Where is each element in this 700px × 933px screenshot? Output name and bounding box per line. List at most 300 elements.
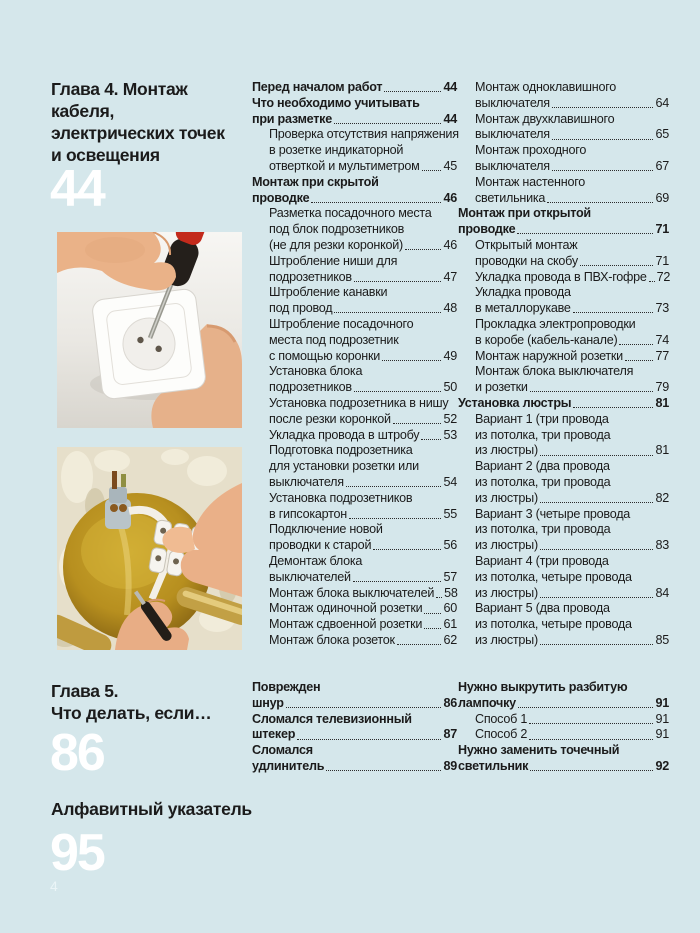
dot-leader: [346, 486, 442, 487]
toc-entry-line: [252, 507, 457, 523]
toc-entry: [458, 396, 669, 412]
toc-entry-line: [458, 254, 669, 270]
toc-entry-line: [458, 206, 669, 222]
page-folio: 4: [50, 878, 58, 894]
toc-entry-page-number: 45: [443, 158, 457, 173]
toc-entry-text: в розетке индикаторной: [269, 143, 404, 158]
toc-entry-text: Сломался: [252, 743, 313, 758]
toc-entry-line: [252, 680, 457, 696]
toc-entry-page-number: 71: [655, 222, 669, 237]
toc-entry-line: [458, 96, 669, 112]
toc-entry-text: подрозетников: [269, 269, 352, 284]
toc-entry-text: Штробление посадочного: [269, 316, 414, 331]
toc-entry-line: [252, 396, 457, 412]
dot-leader: [540, 455, 654, 456]
toc-entry-text: в гипсокартон: [269, 506, 347, 521]
toc-entry-page-number: 81: [655, 443, 669, 458]
toc-entry-line: [252, 380, 457, 396]
toc-entry-text: Открытый монтаж: [475, 237, 578, 252]
toc-entry-text: проводки к старой: [269, 538, 372, 553]
toc-entry-page-number: 81: [655, 395, 669, 410]
dot-leader: [405, 249, 442, 250]
toc-entry: [458, 727, 669, 743]
chapter-5-title: [51, 680, 251, 724]
toc-entry-text: Вариант 4 (три провода: [475, 553, 609, 568]
dot-leader: [518, 707, 654, 708]
toc-entry-text: выключателей: [269, 569, 351, 584]
toc-entry-text: Перед началом работ: [252, 80, 383, 94]
toc-entry-text: Что необходимо учитывать: [252, 95, 420, 110]
toc-entry-page-number: 55: [443, 506, 457, 521]
toc-entry-line: [252, 601, 457, 617]
toc-entry-page-number: 83: [655, 538, 669, 553]
dot-leader: [552, 170, 654, 171]
toc-entry-line: [252, 727, 457, 743]
dot-leader: [373, 549, 441, 550]
dot-leader: [393, 423, 442, 424]
toc-entry-text: Способ 2: [475, 727, 528, 742]
toc-entry-line: [458, 349, 669, 365]
toc-entry: [252, 601, 457, 617]
toc-entry-line: [458, 617, 669, 633]
toc-entry: [252, 491, 457, 523]
chandelier-wiring-illustration: [57, 447, 242, 650]
index-page-number: 95: [50, 824, 104, 882]
toc-entry-page-number: 91: [655, 695, 669, 710]
toc-entry: [252, 522, 457, 554]
toc-entry-text: из потолка, четыре провода: [475, 569, 632, 584]
toc-entry-line: [252, 364, 457, 380]
toc-entry: [458, 680, 669, 712]
toc-entry-line: [458, 80, 669, 96]
toc-entry-page-number: 92: [655, 758, 669, 773]
toc-entry-page-number: 65: [655, 127, 669, 142]
toc-column-middle-bottom: [252, 680, 457, 775]
chapter-4-title-line: и освещения: [51, 145, 160, 165]
toc-entry-line: [458, 396, 669, 412]
toc-entry-page-number: 44: [443, 80, 457, 94]
toc-entry-page-number: 87: [443, 727, 457, 742]
toc-entry-line: [252, 491, 457, 507]
toc-entry-text: Монтаж проходного: [475, 143, 587, 158]
toc-entry-text: (не для резки коронкой): [269, 237, 403, 252]
toc-entry-text: Проверка отсутствия напряжения: [269, 127, 459, 142]
chandelier-wiring-photo: [57, 447, 242, 650]
toc-entry-text: подрозетников: [269, 380, 352, 395]
dot-leader: [382, 360, 441, 361]
toc-column-middle-top: [252, 80, 457, 649]
toc-entry-text: штекер: [252, 727, 296, 742]
toc-entry: [458, 601, 669, 648]
toc-entry: [252, 586, 457, 602]
dot-leader: [436, 597, 442, 598]
toc-entry-line: [458, 159, 669, 175]
toc-entry-page-number: 85: [655, 632, 669, 647]
toc-entry: [458, 712, 669, 728]
toc-entry-text: под провод: [269, 301, 333, 316]
toc-entry-text: проводке: [458, 222, 516, 237]
toc-entry-text: Штробление ниши для: [269, 253, 398, 268]
toc-entry-line: [252, 96, 457, 112]
toc-entry-text: при разметке: [252, 111, 332, 126]
dot-leader: [421, 439, 441, 440]
toc-entry-line: [252, 175, 457, 191]
dot-leader: [397, 644, 442, 645]
toc-entry-page-number: 52: [443, 411, 457, 426]
toc-entry-text: Монтаж сдвоенной розетки: [269, 617, 423, 632]
toc-entry-line: [458, 380, 669, 396]
toc-entry: [252, 96, 457, 128]
dot-leader: [625, 360, 654, 361]
toc-entry-line: [252, 443, 457, 459]
toc-entry: [252, 364, 457, 396]
toc-entry-text: из потолка, три провода: [475, 474, 611, 489]
toc-entry-line: [252, 270, 457, 286]
toc-entry-text: Монтаж блока выключателей: [269, 585, 435, 600]
toc-entry-line: [458, 586, 669, 602]
toc-entry-page-number: 89: [443, 758, 457, 773]
toc-entry-line: [458, 522, 669, 538]
toc-entry-line: [252, 538, 457, 554]
toc-entry-line: [458, 127, 669, 143]
toc-entry-text: Монтаж одноклавишного: [475, 80, 617, 94]
toc-entry-line: [252, 522, 457, 538]
toc-entry-line: [458, 143, 669, 159]
toc-entry-line: [458, 491, 669, 507]
toc-entry: [252, 80, 457, 96]
dot-leader: [530, 391, 654, 392]
toc-entry-line: [252, 712, 457, 728]
toc-entry-text: Сломался телевизионный: [252, 711, 412, 726]
toc-entry-line: [252, 143, 457, 159]
toc-entry-line: [252, 80, 457, 96]
toc-entry-page-number: 91: [655, 727, 669, 742]
chapter-5-title-line: Что делать, если…: [51, 703, 212, 723]
toc-entry-page-number: 62: [443, 632, 457, 647]
toc-entry-line: [252, 412, 457, 428]
toc-entry: [252, 554, 457, 586]
toc-entry-line: [458, 727, 669, 743]
chapter-4-title-line: электрических точек: [51, 123, 225, 143]
toc-entry-page-number: 44: [443, 111, 457, 126]
toc-entry-line: [458, 633, 669, 649]
toc-entry: [458, 285, 669, 317]
toc-entry-text: шнур: [252, 695, 284, 710]
toc-entry-text: из потолка, три провода: [475, 522, 611, 537]
toc-entry-text: Укладка провода: [475, 285, 571, 300]
toc-entry-line: [252, 317, 457, 333]
toc-entry-line: [458, 743, 669, 759]
toc-entry-line: [252, 633, 457, 649]
toc-entry-page-number: 48: [443, 301, 457, 316]
toc-entry-line: [252, 696, 457, 712]
toc-column-right-top: [458, 80, 669, 649]
dot-leader: [297, 739, 441, 740]
toc-entry-line: [458, 317, 669, 333]
chapter-4-title-line: Глава 4. Монтаж кабеля,: [51, 79, 188, 121]
toc-entry-page-number: 46: [443, 190, 457, 205]
toc-entry-text: из люстры): [475, 585, 538, 600]
toc-entry-text: Вариант 3 (четыре провода: [475, 506, 631, 521]
toc-entry-text: Прокладка электропроводки: [475, 316, 636, 331]
dot-leader: [547, 202, 653, 203]
toc-entry-text: из потолка, три провода: [475, 427, 611, 442]
dot-leader: [540, 502, 654, 503]
toc-entry-line: [458, 412, 669, 428]
toc-entry-page-number: 74: [655, 332, 669, 347]
toc-entry-line: [252, 759, 457, 775]
dot-leader: [573, 407, 653, 408]
toc-entry-text: светильника: [475, 190, 546, 205]
toc-entry-page-number: 60: [443, 601, 457, 616]
dot-leader: [529, 723, 653, 724]
toc-entry-text: проводке: [252, 190, 310, 205]
toc-entry-page-number: 67: [655, 158, 669, 173]
toc-entry-text: для установки розетки или: [269, 459, 419, 474]
dot-leader: [326, 770, 441, 771]
toc-entry: [458, 554, 669, 601]
chapter-4-page-number: 44: [50, 160, 104, 218]
dot-leader: [286, 707, 442, 708]
toc-entry-line: [252, 301, 457, 317]
toc-entry-text: с помощью коронки: [269, 348, 381, 363]
toc-entry-page-number: 57: [443, 569, 457, 584]
toc-entry-page-number: 64: [655, 95, 669, 110]
toc-entry-text: из люстры): [475, 632, 538, 647]
toc-entry-text: удлинитель: [252, 758, 325, 773]
toc-entry-line: [458, 222, 669, 238]
toc-entry: [252, 254, 457, 286]
toc-entry-line: [458, 680, 669, 696]
toc-entry-line: [252, 459, 457, 475]
toc-entry-page-number: 79: [655, 380, 669, 395]
toc-entry-line: [252, 617, 457, 633]
toc-entry: [252, 317, 457, 364]
toc-entry-line: [458, 759, 669, 775]
toc-entry: [252, 428, 457, 444]
toc-entry-text: Вариант 2 (два провода: [475, 459, 610, 474]
toc-entry-line: [252, 159, 457, 175]
toc-entry-page-number: 54: [443, 474, 457, 489]
dot-leader: [540, 597, 654, 598]
toc-entry: [458, 743, 669, 775]
toc-entry-text: Установка подрозетников: [269, 490, 413, 505]
toc-entry-text: выключателя: [475, 95, 550, 110]
dot-leader: [540, 549, 654, 550]
toc-entry-text: Нужно заменить точечный: [458, 743, 620, 758]
alphabetical-index-title: Алфавитный указатель: [51, 799, 252, 819]
toc-entry-text: из люстры): [475, 538, 538, 553]
toc-entry-text: Вариант 5 (два провода: [475, 601, 610, 616]
toc-entry-text: Штробление канавки: [269, 285, 388, 300]
toc-entry: [458, 459, 669, 506]
toc-entry-line: [252, 206, 457, 222]
toc-entry-line: [458, 238, 669, 254]
toc-entry-page-number: 46: [443, 237, 457, 252]
toc-entry-text: Установка подрозетника в нишу: [269, 395, 449, 410]
toc-entry-line: [458, 270, 669, 286]
dot-leader: [619, 344, 653, 345]
toc-entry-text: Подготовка подрозетника: [269, 443, 413, 458]
toc-entry-text: Поврежден: [252, 680, 321, 694]
toc-entry-line: [458, 364, 669, 380]
toc-entry: [252, 680, 457, 712]
chapter-5-title-line: Глава 5.: [51, 681, 119, 701]
toc-entry-page-number: 91: [655, 711, 669, 726]
toc-entry-text: в коробе (кабель-канале): [475, 332, 618, 347]
toc-entry-text: Вариант 1 (три провода: [475, 411, 609, 426]
toc-entry-line: [252, 127, 457, 143]
toc-entry-text: выключателя: [475, 158, 550, 173]
toc-entry-line: [252, 191, 457, 207]
dot-leader: [334, 312, 441, 313]
toc-entry-line: [252, 112, 457, 128]
toc-entry-text: из люстры): [475, 443, 538, 458]
dot-leader: [573, 312, 654, 313]
toc-entry: [458, 112, 669, 144]
toc-entry-text: Нужно выкрутить разбитую: [458, 680, 628, 694]
toc-entry-text: Монтаж при открытой: [458, 206, 591, 221]
toc-entry-line: [458, 712, 669, 728]
dot-leader: [334, 123, 442, 124]
toc-entry-text: Монтаж настенного: [475, 174, 586, 189]
toc-entry-text: Укладка провода в ПВХ-гофре: [475, 269, 647, 284]
toc-entry-text: Демонтаж блока: [269, 553, 363, 568]
toc-entry: [458, 349, 669, 365]
dot-leader: [311, 202, 441, 203]
toc-entry-text: из потолка, четыре провода: [475, 617, 632, 632]
toc-entry-text: из люстры): [475, 490, 538, 505]
toc-entry: [458, 206, 669, 238]
toc-entry-line: [252, 586, 457, 602]
toc-entry-text: Установка люстры: [458, 395, 572, 410]
toc-entry-text: в металлорукаве: [475, 301, 571, 316]
toc-entry-text: под блок подрозетников: [269, 222, 405, 237]
toc-entry-text: Установка блока: [269, 364, 363, 379]
toc-entry: [458, 80, 669, 112]
toc-entry-line: [252, 554, 457, 570]
toc-entry-page-number: 71: [655, 253, 669, 268]
toc-entry-line: [252, 475, 457, 491]
toc-entry-line: [458, 191, 669, 207]
toc-entry-line: [252, 254, 457, 270]
toc-entry-line: [458, 507, 669, 523]
toc-entry: [458, 507, 669, 554]
toc-entry-text: выключателя: [269, 474, 344, 489]
toc-entry-line: [458, 301, 669, 317]
toc-entry-line: [252, 570, 457, 586]
toc-entry: [458, 238, 669, 270]
dot-leader: [384, 91, 441, 92]
toc-entry-line: [458, 459, 669, 475]
dot-leader: [552, 139, 654, 140]
toc-entry: [458, 270, 669, 286]
dot-leader: [649, 281, 655, 282]
toc-entry-text: Монтаж блока розеток: [269, 632, 395, 647]
toc-entry-line: [458, 443, 669, 459]
toc-entry: [458, 364, 669, 396]
toc-entry: [252, 743, 457, 775]
dot-leader: [530, 770, 653, 771]
toc-entry-line: [458, 554, 669, 570]
toc-entry-text: Монтаж одиночной розетки: [269, 601, 423, 616]
toc-entry-page-number: 73: [655, 301, 669, 316]
toc-entry-text: светильник: [458, 758, 529, 773]
toc-entry-page-number: 86: [443, 695, 457, 710]
toc-column-right-bottom: [458, 680, 669, 775]
toc-entry-line: [458, 570, 669, 586]
socket-screwdriver-illustration: [57, 232, 242, 428]
toc-entry-line: [458, 601, 669, 617]
toc-entry-line: [252, 743, 457, 759]
toc-entry-line: [458, 333, 669, 349]
toc-entry-line: [252, 349, 457, 365]
dot-leader: [517, 233, 653, 234]
toc-entry-text: места под подрозетник: [269, 332, 399, 347]
toc-entry: [252, 617, 457, 633]
toc-entry: [252, 396, 457, 428]
toc-entry: [458, 412, 669, 459]
toc-entry: [458, 175, 669, 207]
toc-entry-text: Монтаж наружной розетки: [475, 348, 623, 363]
toc-entry-line: [458, 175, 669, 191]
toc-entry-page-number: 47: [443, 269, 457, 284]
toc-entry-text: проводки на скобу: [475, 253, 578, 268]
toc-entry-text: Способ 1: [475, 711, 528, 726]
toc-entry-line: [252, 238, 457, 254]
toc-entry-line: [458, 696, 669, 712]
dot-leader: [353, 581, 442, 582]
toc-entry-page-number: 61: [443, 617, 457, 632]
toc-entry-page-number: 84: [655, 585, 669, 600]
dot-leader: [540, 644, 654, 645]
toc-entry-text: после резки коронкой: [269, 411, 391, 426]
toc-entry: [252, 175, 457, 207]
toc-entry-text: Разметка посадочного места: [269, 206, 432, 221]
dot-leader: [580, 265, 654, 266]
toc-entry-text: Монтаж двухклавишного: [475, 111, 615, 126]
toc-entry: [252, 712, 457, 744]
toc-entry-text: Подключение новой: [269, 522, 383, 537]
toc-entry-text: Монтаж при скрытой: [252, 174, 379, 189]
toc-entry-page-number: 50: [443, 380, 457, 395]
dot-leader: [529, 739, 653, 740]
dot-leader: [354, 281, 442, 282]
toc-entry: [252, 285, 457, 317]
toc-entry-page-number: 56: [443, 538, 457, 553]
toc-entry-line: [252, 222, 457, 238]
toc-entry-text: выключателя: [475, 127, 550, 142]
toc-entry-line: [458, 112, 669, 128]
chapter-5-page-number: 86: [50, 724, 104, 782]
toc-entry: [252, 633, 457, 649]
chapter-4-title: [51, 78, 251, 166]
socket-screwdriver-photo: [57, 232, 242, 428]
toc-entry-line: [458, 285, 669, 301]
toc-entry-page-number: 49: [443, 348, 457, 363]
toc-entry-line: [458, 538, 669, 554]
toc-entry: [252, 443, 457, 490]
toc-entry-line: [458, 428, 669, 444]
toc-entry-page-number: 72: [656, 269, 671, 284]
toc-entry-page-number: 53: [443, 427, 457, 442]
dot-leader: [424, 613, 441, 614]
toc-entry-page-number: 69: [655, 190, 669, 205]
toc-entry: [252, 206, 457, 253]
dot-leader: [424, 628, 441, 629]
toc-entry-line: [252, 333, 457, 349]
toc-entry: [458, 317, 669, 349]
